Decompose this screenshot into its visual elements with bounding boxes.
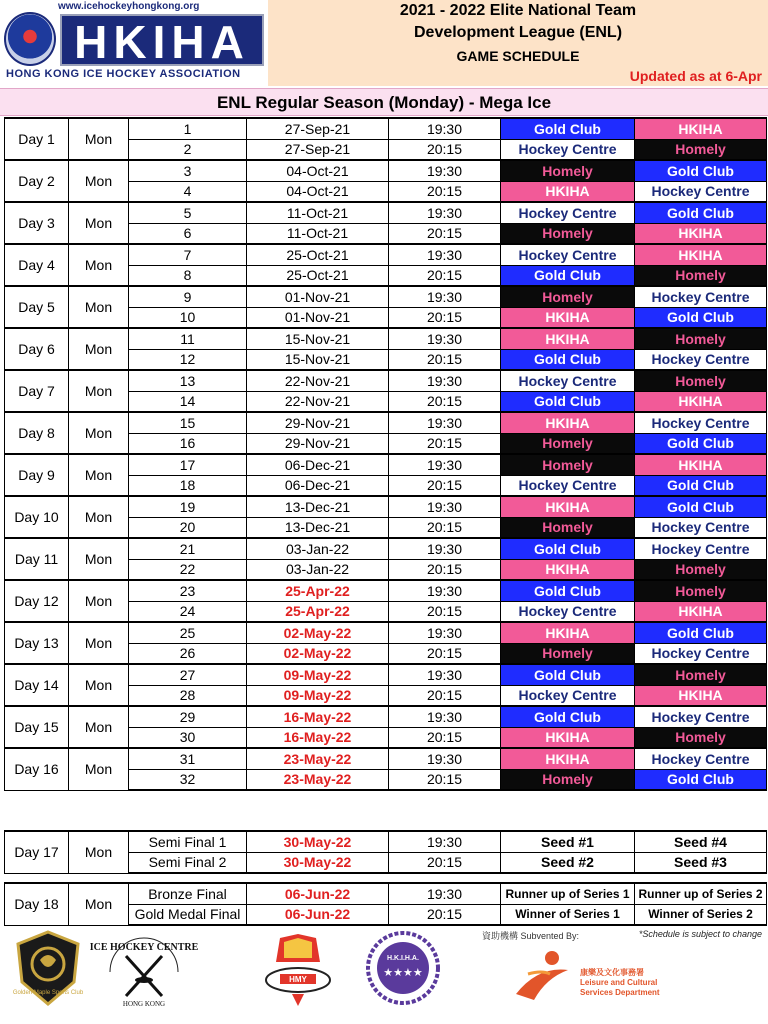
weekday-label: Mon [69, 664, 129, 706]
game-date: 22-Nov-21 [247, 391, 389, 412]
home-team: Gold Club [501, 706, 635, 727]
day-label: Day 17 [5, 831, 69, 873]
away-slot: Seed #4 [635, 831, 767, 852]
game-row [5, 244, 767, 265]
game-date: 23-May-22 [247, 748, 389, 769]
game-number: 32 [129, 769, 247, 790]
home-team: Hockey Centre [501, 139, 635, 160]
game-time: 20:15 [389, 349, 501, 370]
game-time: 19:30 [389, 831, 501, 852]
game-time: 19:30 [389, 370, 501, 391]
away-team: Hockey Centre [635, 349, 767, 370]
game-date: 09-May-22 [247, 664, 389, 685]
game-time: 19:30 [389, 244, 501, 265]
gold-club-logo-text: Golden Maple Sports Club [12, 990, 84, 996]
away-team: HKIHA [635, 223, 767, 244]
game-date: 29-Nov-21 [247, 412, 389, 433]
game-number: 24 [129, 601, 247, 622]
away-team: Homely [635, 559, 767, 580]
game-date: 02-May-22 [247, 622, 389, 643]
weekday-label: Mon [69, 831, 129, 873]
home-team: Homely [501, 286, 635, 307]
game-date: 15-Nov-21 [247, 349, 389, 370]
weekday-label: Mon [69, 328, 129, 370]
logo-caption: HONG KONG ICE HOCKEY ASSOCIATION [6, 68, 241, 80]
day-label: Day 16 [5, 748, 69, 790]
subvented-by-label: 資助機構 Subvented By: [482, 931, 580, 941]
game-time: 20:15 [389, 433, 501, 454]
hkiha-logo[interactable] [0, 0, 268, 86]
game-number: 1 [129, 118, 247, 139]
away-team: Gold Club [635, 160, 767, 181]
game-number: 9 [129, 286, 247, 307]
away-team: Homely [635, 727, 767, 748]
game-date: 11-Oct-21 [247, 202, 389, 223]
weekday-label: Mon [69, 370, 129, 412]
game-number: 20 [129, 517, 247, 538]
game-time: 20:15 [389, 223, 501, 244]
weekday-label: Mon [69, 622, 129, 664]
game-date: 01-Nov-21 [247, 286, 389, 307]
away-team: Gold Club [635, 202, 767, 223]
title-line-2: Development League (ENL) [413, 24, 623, 41]
home-team: Gold Club [501, 118, 635, 139]
game-date: 06-Jun-22 [247, 904, 389, 925]
away-team: Homely [635, 370, 767, 391]
away-team: HKIHA [635, 244, 767, 265]
game-number: Gold Medal Final [129, 904, 247, 925]
game-time: 20:15 [389, 685, 501, 706]
game-date: 04-Oct-21 [247, 160, 389, 181]
home-team: HKIHA [501, 307, 635, 328]
home-team: Homely [501, 160, 635, 181]
game-date: 03-Jan-22 [247, 538, 389, 559]
day-label: Day 13 [5, 622, 69, 664]
home-team: Gold Club [501, 265, 635, 286]
away-slot: Winner of Series 2 [635, 904, 767, 925]
game-date: 06-Dec-21 [247, 454, 389, 475]
weekday-label: Mon [69, 244, 129, 286]
home-team: Gold Club [501, 391, 635, 412]
homely-logo-text: HMY [289, 975, 307, 984]
game-row [5, 370, 767, 391]
weekday-label: Mon [69, 286, 129, 328]
game-time: 19:30 [389, 622, 501, 643]
game-time: 19:30 [389, 883, 501, 904]
home-slot: Seed #1 [501, 831, 635, 852]
home-team: HKIHA [501, 559, 635, 580]
game-number: 28 [129, 685, 247, 706]
home-team: HKIHA [501, 727, 635, 748]
hockey-centre-logo-text: ICE HOCKEY CENTRE [89, 942, 199, 953]
game-date: 09-May-22 [247, 685, 389, 706]
game-time: 19:30 [389, 496, 501, 517]
game-row [5, 664, 767, 685]
game-row [5, 538, 767, 559]
game-date: 25-Oct-21 [247, 244, 389, 265]
away-team: Hockey Centre [635, 517, 767, 538]
game-time: 20:15 [389, 391, 501, 412]
game-number: 17 [129, 454, 247, 475]
away-team: Hockey Centre [635, 643, 767, 664]
weekday-label: Mon [69, 706, 129, 748]
game-date: 16-May-22 [247, 727, 389, 748]
season-title: ENL Regular Season (Monday) - Mega Ice [0, 88, 768, 116]
game-number: 16 [129, 433, 247, 454]
home-team: Homely [501, 643, 635, 664]
header [0, 0, 768, 86]
game-row [5, 160, 767, 181]
weekday-label: Mon [69, 748, 129, 790]
schedule-change-note: *Schedule is subject to change [638, 929, 762, 939]
game-number: 26 [129, 643, 247, 664]
away-team: Hockey Centre [635, 748, 767, 769]
logo-wordmark: HKIHA [60, 14, 264, 66]
game-number: 31 [129, 748, 247, 769]
home-team: Hockey Centre [501, 370, 635, 391]
lcsd-name-zh: 康樂及文化事務署 [580, 968, 644, 977]
weekday-label: Mon [69, 883, 129, 925]
game-date: 01-Nov-21 [247, 307, 389, 328]
game-time: 19:30 [389, 328, 501, 349]
away-team: Hockey Centre [635, 412, 767, 433]
game-number: 25 [129, 622, 247, 643]
day-label: Day 15 [5, 706, 69, 748]
regular-season-table [4, 117, 767, 791]
website-url[interactable]: www.icehockeyhongkong.org [58, 1, 200, 12]
away-team: Homely [635, 265, 767, 286]
day-label: Day 18 [5, 883, 69, 925]
game-date: 27-Sep-21 [247, 118, 389, 139]
game-date: 15-Nov-21 [247, 328, 389, 349]
game-date: 30-May-22 [247, 831, 389, 852]
home-team: Homely [501, 433, 635, 454]
game-time: 20:15 [389, 139, 501, 160]
weekday-label: Mon [69, 160, 129, 202]
updated-note: Updated as at 6-Apr [629, 68, 762, 84]
game-number: 19 [129, 496, 247, 517]
weekday-label: Mon [69, 412, 129, 454]
day-label: Day 8 [5, 412, 69, 454]
home-team: Homely [501, 769, 635, 790]
home-team: Hockey Centre [501, 685, 635, 706]
game-date: 06-Jun-22 [247, 883, 389, 904]
game-number: 8 [129, 265, 247, 286]
away-team: HKIHA [635, 391, 767, 412]
game-row [5, 454, 767, 475]
day-label: Day 2 [5, 160, 69, 202]
game-number: 5 [129, 202, 247, 223]
home-slot: Winner of Series 1 [501, 904, 635, 925]
game-date: 22-Nov-21 [247, 370, 389, 391]
game-row [5, 118, 767, 139]
home-team: Homely [501, 517, 635, 538]
away-team: Homely [635, 328, 767, 349]
lcsd-name-en-1: Leisure and Cultural [580, 978, 658, 987]
game-row [5, 328, 767, 349]
game-date: 23-May-22 [247, 769, 389, 790]
game-number: 14 [129, 391, 247, 412]
game-time: 19:30 [389, 664, 501, 685]
weekday-label: Mon [69, 118, 129, 160]
day-label: Day 10 [5, 496, 69, 538]
day-label: Day 11 [5, 538, 69, 580]
title-line-3: GAME SCHEDULE [456, 48, 580, 64]
game-date: 13-Dec-21 [247, 517, 389, 538]
day-label: Day 6 [5, 328, 69, 370]
game-row [5, 580, 767, 601]
home-team: HKIHA [501, 622, 635, 643]
hockey-centre-logo-sub: HONG KONG [122, 1000, 166, 1008]
weekday-label: Mon [69, 496, 129, 538]
home-team: Homely [501, 223, 635, 244]
game-row [5, 622, 767, 643]
game-number: 22 [129, 559, 247, 580]
away-team: Hockey Centre [635, 286, 767, 307]
game-date: 25-Apr-22 [247, 580, 389, 601]
homely-logo-icon [262, 932, 334, 1008]
away-team: Gold Club [635, 433, 767, 454]
game-date: 03-Jan-22 [247, 559, 389, 580]
game-time: 20:15 [389, 904, 501, 925]
game-number: 21 [129, 538, 247, 559]
game-time: 20:15 [389, 601, 501, 622]
game-row [5, 412, 767, 433]
home-team: Hockey Centre [501, 601, 635, 622]
away-team: Hockey Centre [635, 706, 767, 727]
home-team: HKIHA [501, 496, 635, 517]
away-team: Gold Club [635, 769, 767, 790]
game-number: 11 [129, 328, 247, 349]
home-team: HKIHA [501, 328, 635, 349]
game-date: 11-Oct-21 [247, 223, 389, 244]
day-label: Day 12 [5, 580, 69, 622]
home-team: Hockey Centre [501, 475, 635, 496]
away-team: Homely [635, 580, 767, 601]
home-team: Hockey Centre [501, 244, 635, 265]
home-team: HKIHA [501, 181, 635, 202]
game-number: Semi Final 2 [129, 852, 247, 873]
game-time: 20:15 [389, 307, 501, 328]
away-team: Homely [635, 139, 767, 160]
game-time: 20:15 [389, 852, 501, 873]
game-number: 13 [129, 370, 247, 391]
away-team: HKIHA [635, 454, 767, 475]
game-row [5, 496, 767, 517]
away-team: Hockey Centre [635, 538, 767, 559]
away-team: Gold Club [635, 307, 767, 328]
lcsd-label [580, 968, 660, 998]
away-team: HKIHA [635, 118, 767, 139]
game-time: 20:15 [389, 475, 501, 496]
game-time: 20:15 [389, 769, 501, 790]
semi-final-table [4, 830, 767, 874]
away-team: HKIHA [635, 601, 767, 622]
game-time: 19:30 [389, 286, 501, 307]
home-slot: Runner up of Series 1 [501, 883, 635, 904]
game-time: 19:30 [389, 118, 501, 139]
home-slot: Seed #2 [501, 852, 635, 873]
day-label: Day 5 [5, 286, 69, 328]
game-time: 19:30 [389, 454, 501, 475]
away-team: Gold Club [635, 622, 767, 643]
game-number: Bronze Final [129, 883, 247, 904]
day-label: Day 3 [5, 202, 69, 244]
game-time: 19:30 [389, 706, 501, 727]
away-team: Gold Club [635, 496, 767, 517]
away-team: Gold Club [635, 475, 767, 496]
game-number: 30 [129, 727, 247, 748]
home-team: HKIHA [501, 748, 635, 769]
home-team: Gold Club [501, 580, 635, 601]
game-number: 3 [129, 160, 247, 181]
game-date: 02-May-22 [247, 643, 389, 664]
game-number: 18 [129, 475, 247, 496]
game-time: 19:30 [389, 412, 501, 433]
game-date: 25-Oct-21 [247, 265, 389, 286]
day-label: Day 7 [5, 370, 69, 412]
away-team: Homely [635, 664, 767, 685]
game-number: 12 [129, 349, 247, 370]
game-number: Semi Final 1 [129, 831, 247, 852]
hkiha-seal-icon [366, 930, 440, 1006]
title-line-1: 2021 - 2022 Elite National Team [399, 2, 637, 19]
weekday-label: Mon [69, 580, 129, 622]
home-team: Gold Club [501, 664, 635, 685]
game-number: 15 [129, 412, 247, 433]
game-row [5, 202, 767, 223]
game-number: 27 [129, 664, 247, 685]
weekday-label: Mon [69, 538, 129, 580]
game-date: 29-Nov-21 [247, 433, 389, 454]
game-number: 6 [129, 223, 247, 244]
game-time: 20:15 [389, 727, 501, 748]
day-label: Day 1 [5, 118, 69, 160]
ice-hockey-centre-logo-icon [89, 934, 199, 1010]
game-number: 2 [129, 139, 247, 160]
game-number: 10 [129, 307, 247, 328]
game-time: 20:15 [389, 181, 501, 202]
game-number: 29 [129, 706, 247, 727]
away-slot: Seed #3 [635, 852, 767, 873]
hkiha-seal-text: H.K.I.H.A. [387, 955, 419, 962]
game-row [5, 748, 767, 769]
svg-text:★★★★: ★★★★ [383, 966, 423, 979]
home-team: Homely [501, 454, 635, 475]
game-number: 7 [129, 244, 247, 265]
home-team: HKIHA [501, 412, 635, 433]
weekday-label: Mon [69, 454, 129, 496]
home-team: Gold Club [501, 538, 635, 559]
finals-table [4, 882, 767, 926]
game-row [5, 883, 767, 904]
lcsd-name-en-2: Services Department [580, 988, 660, 997]
gold-club-logo-icon [14, 930, 82, 1006]
game-row [5, 706, 767, 727]
game-time: 19:30 [389, 160, 501, 181]
day-label: Day 14 [5, 664, 69, 706]
game-date: 16-May-22 [247, 706, 389, 727]
day-label: Day 4 [5, 244, 69, 286]
away-team: Hockey Centre [635, 181, 767, 202]
away-slot: Runner up of Series 2 [635, 883, 767, 904]
home-team: Hockey Centre [501, 202, 635, 223]
game-row [5, 831, 767, 852]
game-time: 20:15 [389, 517, 501, 538]
weekday-label: Mon [69, 202, 129, 244]
game-date: 06-Dec-21 [247, 475, 389, 496]
game-time: 19:30 [389, 748, 501, 769]
lcsd-logo-icon [508, 944, 578, 1004]
game-time: 19:30 [389, 538, 501, 559]
day-label: Day 9 [5, 454, 69, 496]
game-date: 13-Dec-21 [247, 496, 389, 517]
game-time: 20:15 [389, 559, 501, 580]
game-time: 19:30 [389, 580, 501, 601]
home-team: Gold Club [501, 349, 635, 370]
game-row [5, 286, 767, 307]
game-time: 20:15 [389, 643, 501, 664]
game-date: 30-May-22 [247, 852, 389, 873]
game-number: 4 [129, 181, 247, 202]
game-date: 27-Sep-21 [247, 139, 389, 160]
game-date: 04-Oct-21 [247, 181, 389, 202]
game-date: 25-Apr-22 [247, 601, 389, 622]
hkiha-crest-icon [4, 12, 56, 66]
game-time: 20:15 [389, 265, 501, 286]
away-team: HKIHA [635, 685, 767, 706]
game-number: 23 [129, 580, 247, 601]
game-time: 19:30 [389, 202, 501, 223]
